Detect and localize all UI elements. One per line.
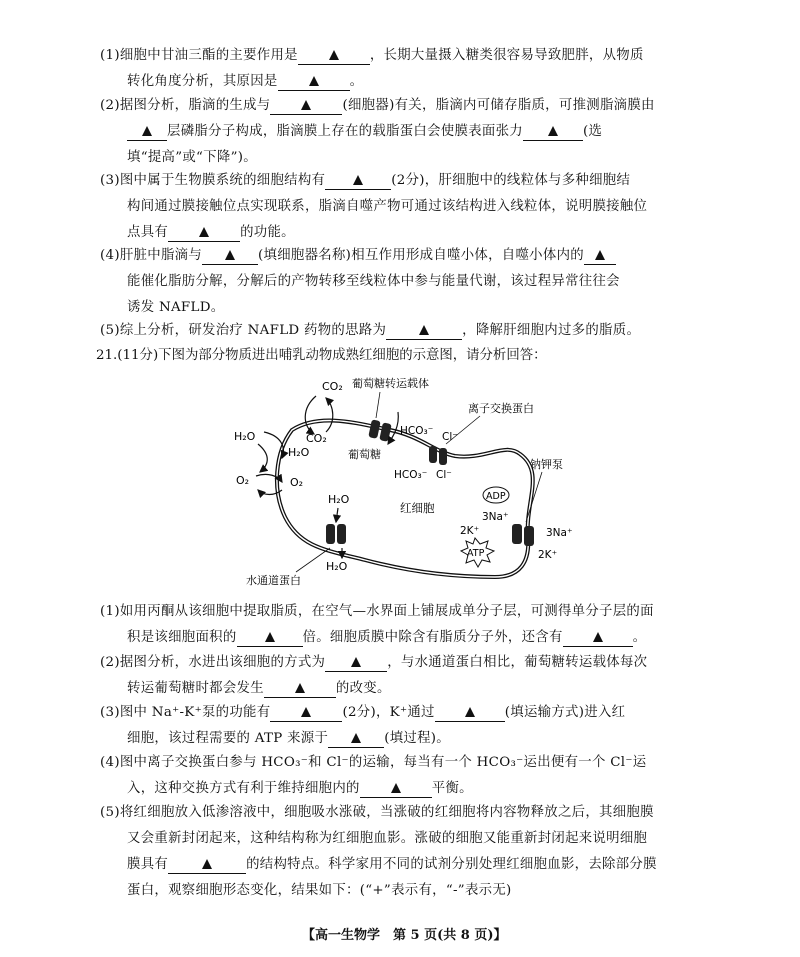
triangle-icon [202,859,212,869]
h2o-top-label: H₂O [328,493,350,506]
text: (4)肝脏中脂滴与 [100,248,203,263]
answer-blank[interactable] [270,703,342,722]
answer-blank[interactable] [298,46,370,65]
text: 的改变。 [335,681,391,696]
h2o-arrow [258,444,267,472]
text: ，长期大量摄入糖类很容易导致肥胖，从物质 [369,48,644,63]
o2-inner-label: O₂ [290,476,304,489]
leader-line [376,392,380,418]
q20-part5 [100,318,695,344]
hco3-out-label: HCO₃⁻ [400,425,434,437]
leader-line [296,548,330,572]
text: (填细胞器名称)相互作用形成自噬小体，自噬小体内的 [258,248,584,263]
text: 膜具有 [127,857,169,872]
co2-inner-label: CO₂ [306,432,327,445]
pump-label: 钠钾泵 [530,458,563,471]
text: ，与水通道蛋白相比，葡萄糖转运载体每次 [387,655,648,670]
answer-blank[interactable] [523,122,583,141]
aquaporin [326,524,346,544]
text: (1)如用丙酮从该细胞中提取脂质，在空气—水界面上铺展成单分子层，可测得单分子层的面 [100,604,654,619]
triangle-icon [301,100,311,110]
h2o-outer-label: H₂O [234,430,256,443]
answer-blank[interactable] [168,223,240,242]
answer-blank[interactable] [237,628,303,647]
text: 填“提高”或“下降”)。 [127,150,257,165]
aquaporin-label: 水通道蛋白 [246,574,301,587]
hco3-in-label: HCO₃⁻ [394,469,428,481]
q20-part1 [100,43,695,95]
answer-blank[interactable] [325,653,387,672]
h2o-bottom-label: H₂O [326,560,348,573]
o2-outer-label: O₂ [236,474,250,487]
answer-blank[interactable] [168,855,246,874]
h2o-inner-label: H₂O [288,446,310,459]
triangle-icon [351,733,361,743]
text: 层磷脂分子构成，脂滴膜上存在的载脂蛋白会使膜表面张力 [167,124,523,139]
answer-blank[interactable] [360,779,432,798]
text: 蛋白，观察细胞形态变化，结果如下：(“+”表示有，“-”表示无) [127,883,512,898]
answer-blank[interactable] [386,321,462,340]
q21-part4 [100,750,695,802]
na-k-pump [512,524,534,546]
text: (2)据图分析，脂滴的生成与 [100,98,271,113]
text: (2分)，肝细胞中的线粒体与多种细胞结 [391,173,631,188]
co2-in-arrow [305,396,316,434]
text: (选 [582,124,603,139]
red-blood-cell-diagram [230,372,590,592]
text: (细胞器)有关，脂滴内可储存脂质，可推测脂滴膜由 [342,98,655,113]
triangle-icon [295,683,305,693]
text: 。 [632,630,647,645]
na-outer-label: 3Na⁺ [546,527,573,539]
text: ，降解肝细胞内过多的脂质。 [462,323,641,338]
text: 倍。细胞质膜中除含有脂质分子外，还含有 [302,630,563,645]
text: 能催化脂肪分解，分解后的产物转移至线粒体中参与能量代谢，该过程异常往往会 [127,274,620,289]
page-footer: 【高一生物学 第 5 页(共 8 页)】 [302,928,507,943]
text: (5)综上分析，研发治疗 NAFLD 药物的思路为 [100,323,387,338]
q21-part1 [100,599,695,651]
answer-blank[interactable] [127,122,167,141]
text: (5)将红细胞放入低渗溶液中，细胞吸水涨破，当涨破的红细胞将内容物释放之后，其细胞膜 [100,805,654,820]
text: (填过程)。 [384,731,450,746]
text: 积是该细胞面积的 [127,630,237,645]
q20-part4 [100,243,695,321]
answer-blank[interactable] [264,679,336,698]
cl-in-label: Cl⁻ [436,469,452,481]
triangle-icon [309,76,319,86]
k-inner-label: 2K⁺ [460,525,480,537]
text: (3)图中 Na⁺-K⁺泵的功能有 [100,705,271,720]
text: 转化角度分析，其原因是 [127,74,278,89]
adp-label: ADP [486,491,506,502]
triangle-icon [548,126,558,136]
glucose-label: 葡萄糖 [348,448,381,461]
text: 诱发 NAFLD。 [127,300,225,315]
q20-part2 [100,93,695,171]
answer-blank[interactable] [584,246,616,265]
text: 。 [349,74,364,89]
text: (2)据图分析，水进出该细胞的方式为 [100,655,326,670]
text: 点具有 [127,225,169,240]
text: 的功能。 [240,225,295,240]
triangle-icon [199,227,209,237]
answer-blank[interactable] [270,96,342,115]
text: 又会重新封闭起来，这种结构称为红细胞血影。涨破的细胞又能重新封闭起来说明细胞 [127,831,648,846]
triangle-icon [265,632,275,642]
text: (1)细胞中甘油三酯的主要作用是 [100,48,298,63]
k-outer-label: 2K⁺ [538,549,558,561]
q21-heading: 21.(11分)下图为部分物质进出哺乳动物成熟红细胞的示意图，请分析回答： [96,348,547,363]
text: 转运葡萄糖时都会发生 [127,681,264,696]
triangle-icon [353,175,363,185]
rbc-label: 红细胞 [400,501,435,515]
q21-part2 [100,650,695,702]
text: 入，这种交换方式有利于维持细胞内的 [127,781,360,796]
glucose-transporter [368,419,392,441]
water-arrow [336,508,338,522]
answer-blank[interactable] [325,171,391,190]
answer-blank[interactable] [202,246,258,265]
q21-part5 [100,800,695,904]
triangle-icon [225,250,235,260]
q21-part3 [100,700,695,752]
text: 细胞，该过程需要的 ATP 来源于 [127,731,329,746]
text: (2分)，K⁺通过 [342,705,435,720]
text: (4)图中离子交换蛋白参与 HCO₃⁻和 Cl⁻的运输，每当有一个 HCO₃⁻运出便有一个 Cl⁻运 [100,755,647,770]
text: (3)图中属于生物膜系统的细胞结构有 [100,173,326,188]
text: 的结构特点。科学家用不同的试剂分别处理红细胞血影，去除部分膜 [246,857,657,872]
triangle-icon [351,657,361,667]
triangle-icon [142,126,152,136]
triangle-icon [301,707,311,717]
triangle-icon [595,250,605,260]
ion-exchange-label: 离子交换蛋白 [468,402,534,415]
co2-out-arrow [326,398,333,432]
co2-outer-label: CO₂ [322,380,343,393]
na-inner-label: 3Na⁺ [482,511,509,523]
text: (填运输方式)进入红 [504,705,626,720]
q20-part3 [100,168,695,246]
text: 平衡。 [431,781,473,796]
triangle-icon [593,632,603,642]
triangle-icon [465,707,475,717]
answer-blank[interactable] [435,703,505,722]
answer-blank[interactable] [278,72,350,91]
triangle-icon [419,325,429,335]
triangle-icon [391,783,401,793]
glucose-transporter-label: 葡萄糖转运载体 [352,377,429,390]
cl-out-label: Cl⁻ [442,431,458,443]
triangle-icon [329,50,339,60]
answer-blank[interactable] [563,628,633,647]
atp-label: ATP [467,548,485,559]
answer-blank[interactable] [328,729,384,748]
text: 构间通过膜接触位点实现联系，脂滴自噬产物可通过该结构进入线粒体，说明膜接触位 [127,199,648,214]
